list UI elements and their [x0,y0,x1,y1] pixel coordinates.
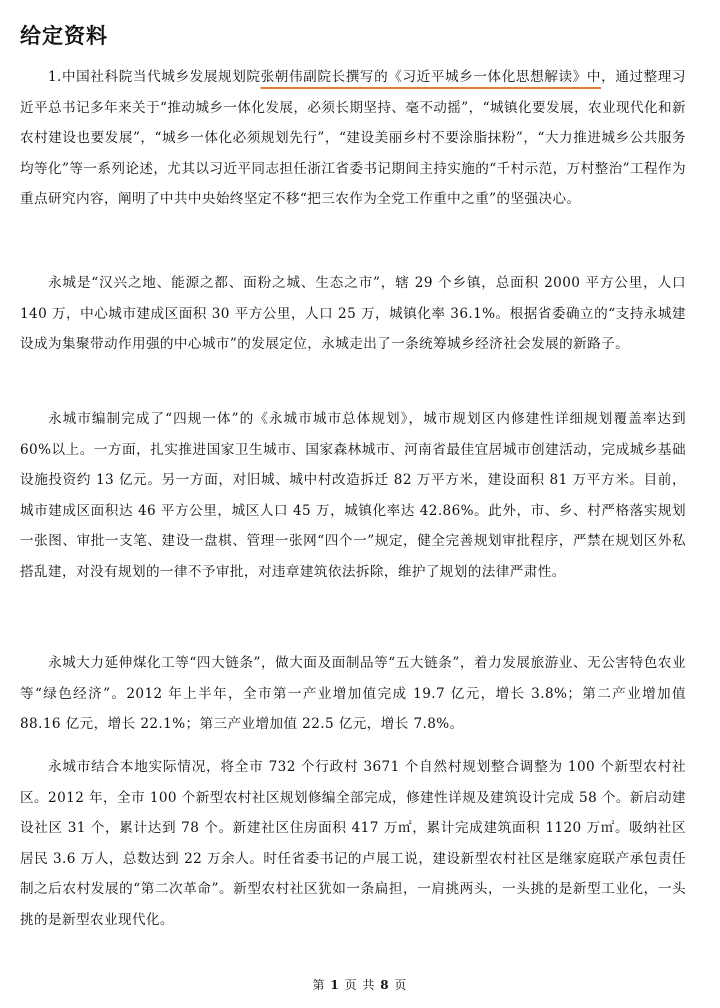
paragraph-1 [20,62,686,215]
paragraph-2: 永城是“汉兴之地、能源之都、面粉之城、生态之市”，辖 29 个乡镇，总面积 2000 平方公里，人口 140 万，中心城市建成区面积 30 平方公里，人口 25 万，城镇化率 36.1%。根据省委确立的“支持永城建设成为集聚带动作用强的中心城市”的发展定位，永城走出了一条统筹城乡经济社会发展的新路子。 [20,275,686,352]
current-page-number: 1 [330,978,340,992]
page-footer [0,976,720,993]
paragraph-1-rest: ，通过整理习近平总书记多年来关于“推动城乡一体化发展，必须长期坚持、毫不动摇”，“城镇化要发展，农业现代化和新农村建设也要发展”，“城乡一体化必须规划先行”，“建设美丽乡村不要涂脂抹粉”，“大力推进城乡公共服务均等化”等一系列论述，尤其以习近平同志担任浙江省委书记期间主持实施的“千村示范，万村整治”工程作为重点研究内容，阐明了中共中央始终坚定不移“把三农作为全党工作重中之重”的坚强决心。 [20,69,686,207]
highlighted-text: 张朝伟副院长撰写的《习近平城乡一体化思想解读》中 [260,69,602,85]
footer-mid: 页 共 [344,978,376,992]
footer-pre: 第 [312,978,326,992]
paragraph-1-lead: 1.中国社科院当代城乡发展规划院 [48,69,261,85]
section-heading: 给定资料 [20,24,108,48]
paragraph-3: 永城市编制完成了“四规一体”的《永城市城市总体规划》，城市规划区内修建性详细规划覆盖率达到 60%以上。一方面，扎实推进国家卫生城市、国家森林城市、河南省最佳宜居城市创建活动，完成城乡基础设施投资约 13 亿元。另一方面，对旧城、城中村改造拆迁 82 万平方米，建设面积 81 万平方米。目前，城市建成区面积达 46 平方公里，城区人口 45 万，城镇化率达 42.86%。此外，市、乡、村严格落实规划一张图、审批一支笔、建设一盘棋、管理一张网“四个一”规定，健全完善规划审批程序，严禁在规划区外私搭乱建，对没有规划的一律不予审批，对违章建筑依法拆除，维护了规划的法律严肃性。 [20,411,686,580]
paragraph-5: 永城市结合本地实际情况，将全市 732 个行政村 3671 个自然村规划整合调整为 100 个新型农村社区。2012 年，全市 100 个新型农村社区规划修编全部完成，修建性详规及建筑设计完成 58 个。新启动建设社区 31 个，累计达到 78 个。新建社区住房面积 417 万㎡，累计完成建筑面积 1120 万㎡。吸纳社区居民 3.6 万人，总数达到 22 万余人。时任省委书记的卢展工说，建设新型农村社区是继家庭联产承包责任制之后农村发展的“第二次革命”。新型农村社区犹如一条扁担，一肩挑两头，一头挑的是新型工业化，一头挑的是新型农业现代化。 [20,759,686,928]
total-pages-number: 8 [380,978,390,992]
footer-post: 页 [394,978,408,992]
paragraph-4: 永城大力延伸煤化工等“四大链条”，做大面及面制品等“五大链条”，着力发展旅游业、无公害特色农业等“绿色经济”。2012 年上半年，全市第一产业增加值完成 19.7 亿元，增长 3.8%；第二产业增加值 88.16 亿元，增长 22.1%；第三产业增加值 22.5 亿元，增长 7.8%。 [20,655,686,732]
